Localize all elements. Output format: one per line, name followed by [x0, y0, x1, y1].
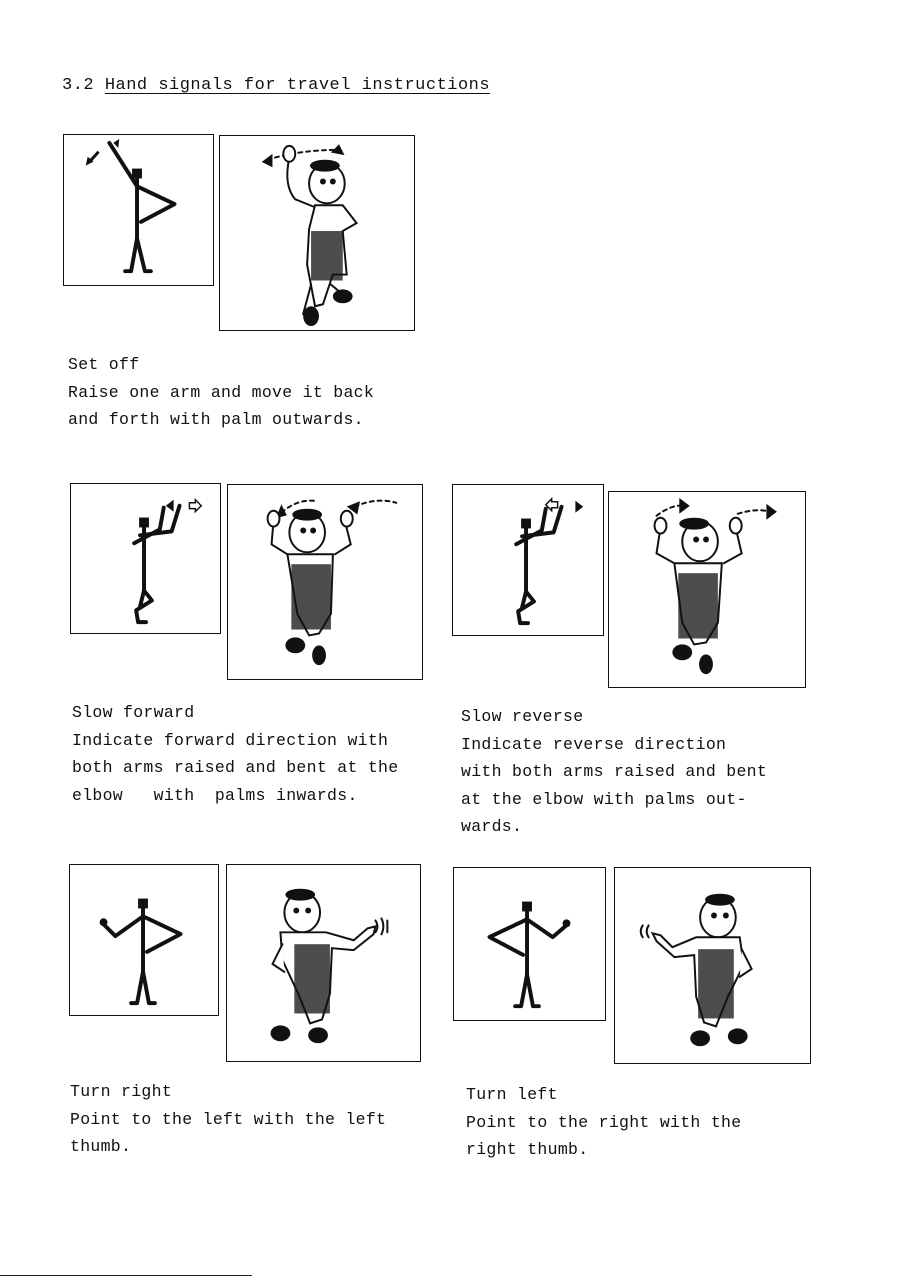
- slow-forward-line-1: Indicate forward direction with: [72, 730, 389, 750]
- slow-forward-title: Slow forward: [72, 703, 195, 722]
- slow-forward-line-2: both arms raised and bent at the: [72, 758, 399, 777]
- section-title: Hand signals for travel instructions: [104, 76, 491, 95]
- turn-left-title: Turn left: [466, 1085, 558, 1104]
- slow-reverse-line-4: wards.: [461, 817, 523, 836]
- section-number: 3.2: [62, 76, 95, 95]
- slow-forward-cartoon-icon: [228, 485, 422, 679]
- turn-left-stick-figure-panel: [453, 867, 606, 1021]
- turn-left-line-1: Point to the right with the: [466, 1112, 742, 1132]
- turn-right-stick-figure-icon: [70, 865, 218, 1015]
- turn-left-cartoon-icon: [615, 868, 810, 1063]
- turn-right-stick-figure-panel: [69, 864, 219, 1016]
- slow-reverse-title: Slow reverse: [461, 707, 584, 726]
- slow-reverse-caption: [461, 703, 767, 841]
- turn-right-cartoon-panel: [226, 864, 421, 1062]
- turn-right-title: Turn right: [70, 1082, 173, 1101]
- set-off-stick-figure-panel: [63, 134, 214, 286]
- bottom-rule: [0, 1275, 252, 1276]
- set-off-cartoon-icon: [220, 136, 414, 330]
- slow-reverse-stick-figure-icon: [453, 485, 603, 635]
- slow-forward-cartoon-panel: [227, 484, 423, 680]
- turn-right-caption: [70, 1078, 386, 1161]
- slow-reverse-stick-figure-panel: [452, 484, 604, 636]
- turn-left-cartoon-panel: [614, 867, 811, 1064]
- set-off-stick-figure-icon: [64, 135, 213, 285]
- slow-reverse-line-1: Indicate reverse direction: [461, 734, 727, 754]
- slow-reverse-line-2: with both arms raised and bent: [461, 762, 768, 781]
- set-off-cartoon-panel: [219, 135, 415, 331]
- section-heading: [62, 76, 490, 95]
- slow-reverse-cartoon-panel: [608, 491, 806, 688]
- slow-forward-stick-figure-icon: [71, 484, 220, 633]
- turn-right-cartoon-icon: [227, 865, 420, 1061]
- turn-left-line-2: right thumb.: [466, 1140, 589, 1159]
- set-off-line-1: Raise one arm and move it back: [68, 382, 375, 402]
- set-off-title: Set off: [68, 355, 140, 374]
- set-off-caption: [68, 351, 374, 434]
- turn-left-stick-figure-icon: [454, 868, 605, 1020]
- turn-left-caption: [466, 1081, 741, 1164]
- slow-reverse-line-3: at the elbow with palms out-: [461, 789, 747, 809]
- turn-right-line-1: Point to the left with the left: [70, 1109, 387, 1129]
- slow-forward-caption: [72, 699, 398, 809]
- turn-right-line-2: thumb.: [70, 1137, 132, 1156]
- set-off-line-2: and forth with palm outwards.: [68, 410, 364, 429]
- slow-forward-stick-figure-panel: [70, 483, 221, 634]
- slow-reverse-cartoon-icon: [609, 492, 805, 687]
- slow-forward-line-3: elbow with palms inwards.: [72, 785, 358, 805]
